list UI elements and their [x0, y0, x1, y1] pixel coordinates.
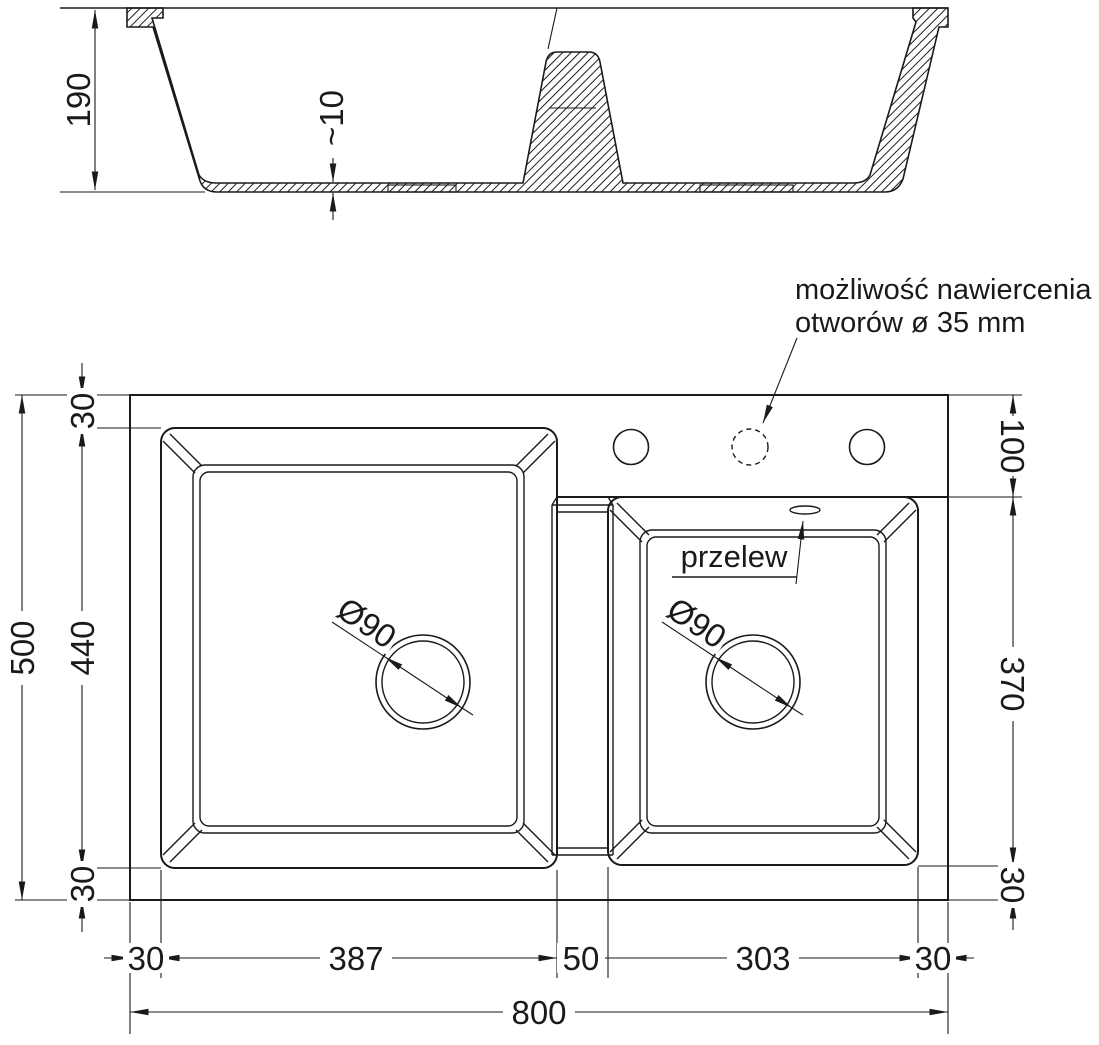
overflow-label: przelew: [680, 539, 788, 574]
dim-basin1-width: 387: [328, 940, 384, 977]
drill-annotation: [795, 274, 1092, 339]
left-basin-floor-outer: [193, 465, 524, 833]
right-basin-floor-inner: [647, 537, 879, 826]
faucet-hole-left: [614, 430, 649, 465]
cross-section-view: [60, 8, 948, 220]
dim-bottom-thickness: ~10: [313, 90, 350, 146]
left-basin-rim: [161, 428, 557, 868]
dim-basin1-height: 440: [64, 620, 101, 676]
right-basin-floor-outer: [640, 530, 886, 833]
dim-margin-left: 30: [127, 940, 165, 977]
dim-margin-right: 30: [914, 940, 952, 977]
dim-bottom-margin-right: 30: [994, 866, 1031, 904]
dim-basin2-height: 370: [994, 656, 1031, 712]
annotation-leader: [763, 338, 797, 423]
left-basin-corner-bevels: [163, 434, 555, 862]
plan-outline: [130, 395, 948, 900]
dim-bottom-margin-left: 30: [64, 865, 101, 903]
drain-diameter-right-label: Ø90: [660, 589, 734, 656]
dim-section-depth: 190: [60, 72, 97, 128]
left-drain: [332, 622, 473, 729]
divider-edge-line: [548, 8, 557, 49]
annotation-line2: otworów ø 35 mm: [795, 307, 1026, 339]
left-basin-floor-inner: [200, 472, 517, 826]
dim-divider-width: 50: [562, 940, 600, 977]
faucet-hole-right: [850, 430, 885, 465]
dim-deck-height: 100: [994, 418, 1031, 474]
dim-total-width: 800: [511, 994, 567, 1031]
divider-channel: [552, 497, 613, 855]
dim-top-margin: 30: [64, 392, 101, 430]
right-drain: [662, 622, 803, 729]
plan-view: [130, 395, 948, 900]
section-body-hatched: [127, 8, 948, 192]
dim-plan-height: 500: [4, 620, 41, 676]
optional-hole-dashed: [732, 429, 768, 465]
drain-diameter-left-label: Ø90: [330, 589, 404, 656]
overflow-slot: [790, 506, 820, 514]
left-basin: [161, 428, 557, 868]
annotation-line1: możliwość nawiercenia: [795, 274, 1092, 306]
dim-basin2-width: 303: [735, 940, 791, 977]
